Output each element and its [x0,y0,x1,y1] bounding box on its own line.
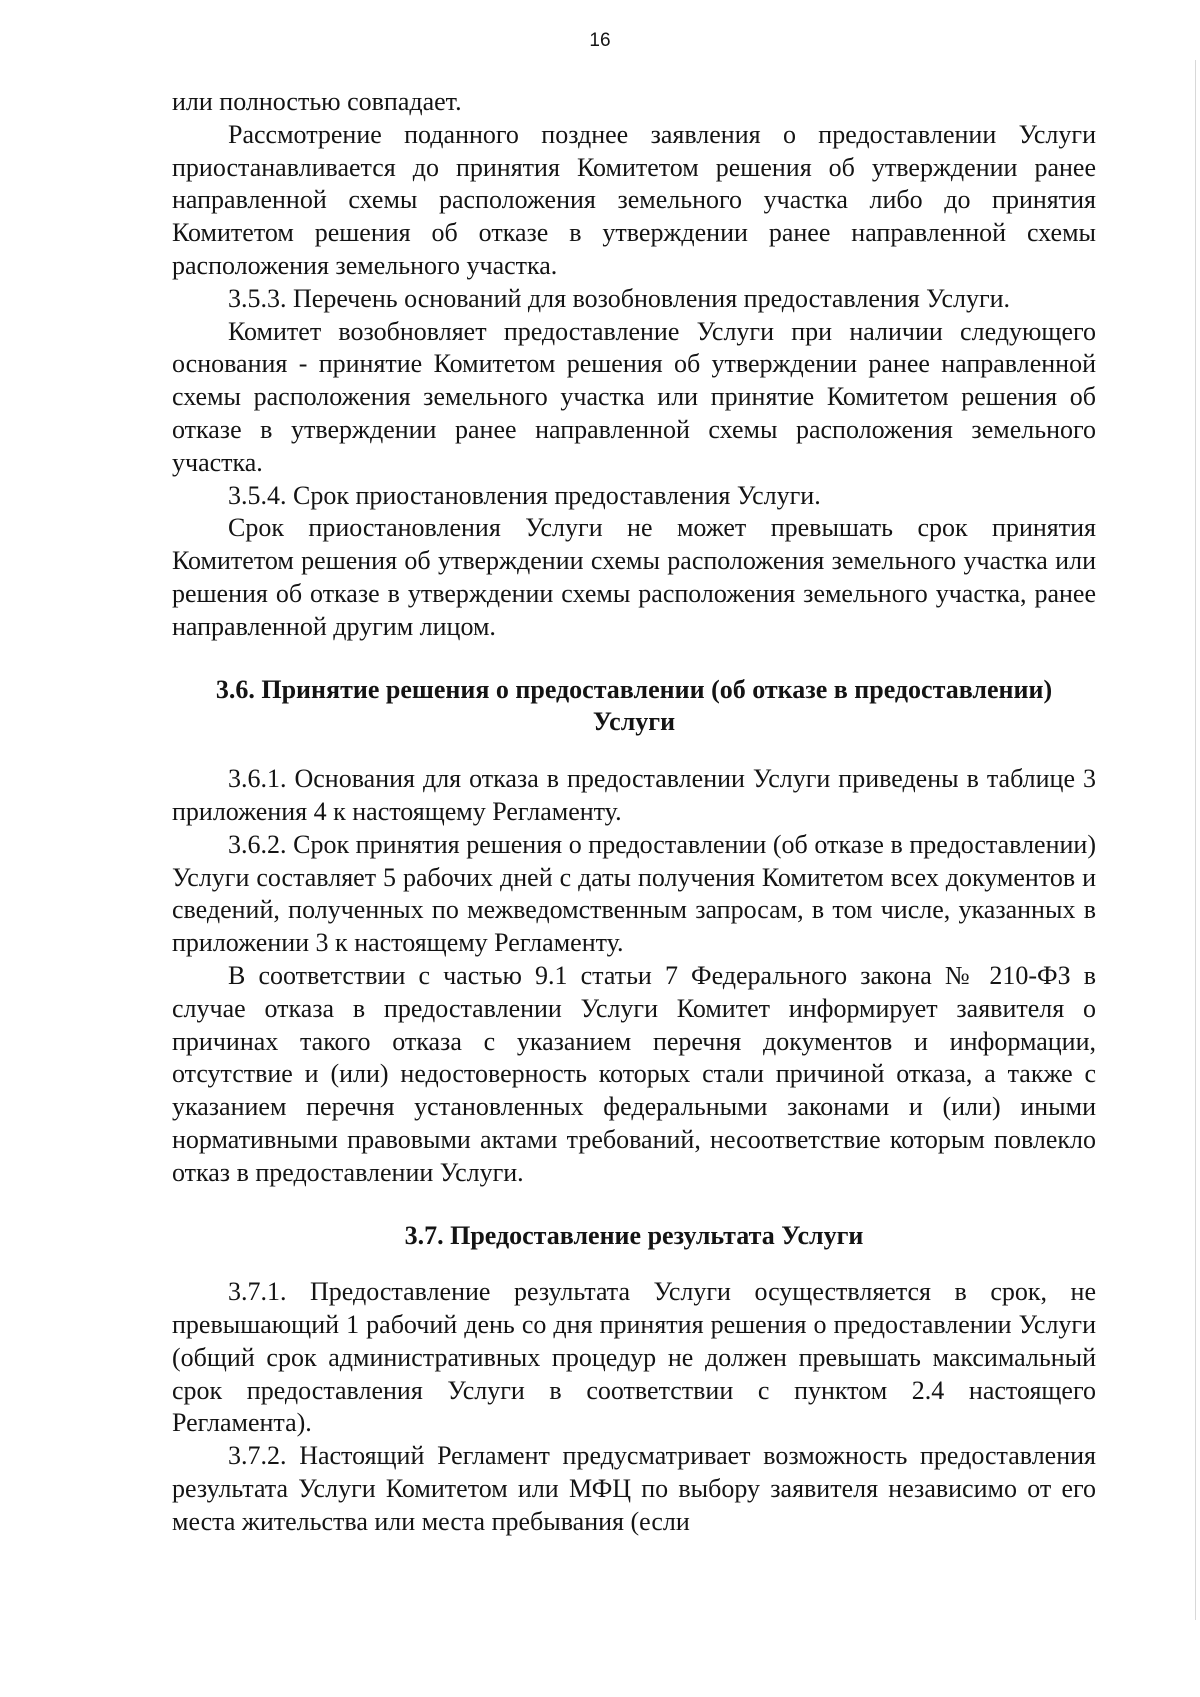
clause-3-6-2: 3.6.2. Срок принятия решения о предоставлении (об отказе в предоставлении) Услуги составляет 5 рабочих дней с даты получения Комитетом всех документов и сведений, полученных по межведомственным запросам, в том числе, указанных в приложении 3 к настоящему Регламенту. [172,829,1096,958]
paragraph-resumption-grounds: Комитет возобновляет предоставление Услуги при наличии следующего основания - принятие Комитетом решения об утверждении ранее направленной схемы расположения земельного участка или принятие Комитетом решения об отказе в утверждении ранее направленной схемы расположения земельного участка. [172,316,1096,477]
paragraph-suspension-term: Срок приостановления Услуги не может превышать срок принятия Комитетом решения об утверждении схемы расположения земельного участка или решения об отказе в утверждении схемы расположения земельного участка, ранее направленной другим лицом. [172,513,1096,641]
heading-section-3-6: 3.6. Принятие решения о предоставлении (об отказе в предоставлении) Услуги [215,674,1053,737]
paragraph-refusal-information: В соответствии с частью 9.1 статьи 7 Федерального закона № 210-ФЗ в случае отказа в предоставлении Услуги Комитет информирует заявителя о причинах такого отказа с указанием перечня документов и информации, отсутствие и (или) недостоверность которых стали причиной отказа, а также с указанием перечня установленных федеральными законами и (или) иными нормативными правовыми актами требований, несоответствие которым повлекло отказ в предоставлении Услуги. [172,960,1096,1187]
page-number: 16 [589,30,611,51]
paragraph-continuation: или полностью совпадает. [172,87,462,116]
heading-section-3-7: 3.7. Предоставление результата Услуги [404,1220,864,1250]
clause-3-5-4: 3.5.4. Срок приостановления предоставления Услуги. [228,480,821,510]
clause-3-6-1: 3.6.1. Основания для отказа в предоставлении Услуги приведены в таблице 3 приложения 4 к настоящему Регламенту. [172,764,1096,826]
document-body [172,86,1096,1539]
clause-3-7-2: 3.7.2. Настоящий Регламент предусматривает возможность предоставления результата Услуги Комитетом или МФЦ по выбору заявителя независимо от его места жительства или места пребывания (если [172,1441,1096,1536]
paragraph-suspension-review: Рассмотрение поданного позднее заявления о предоставлении Услуги приостанавливается до принятия Комитетом решения об утверждении ранее направленной схемы расположения земельного участка либо до принятия Комитетом решения об отказе в утверждении ранее направленной схемы расположения земельного участка. [172,119,1096,280]
scan-edge-line [1195,60,1196,1620]
clause-3-7-1: 3.7.1. Предоставление результата Услуги осуществляется в срок, не превышающий 1 рабочий день со дня принятия решения о предоставлении Услуги (общий срок административных процедур не должен превышать максимальный срок предоставления Услуги в соответствии с пунктом 2.4 настоящего Регламента). [172,1277,1096,1438]
clause-3-5-3: 3.5.3. Перечень оснований для возобновления предоставления Услуги. [228,283,1011,313]
